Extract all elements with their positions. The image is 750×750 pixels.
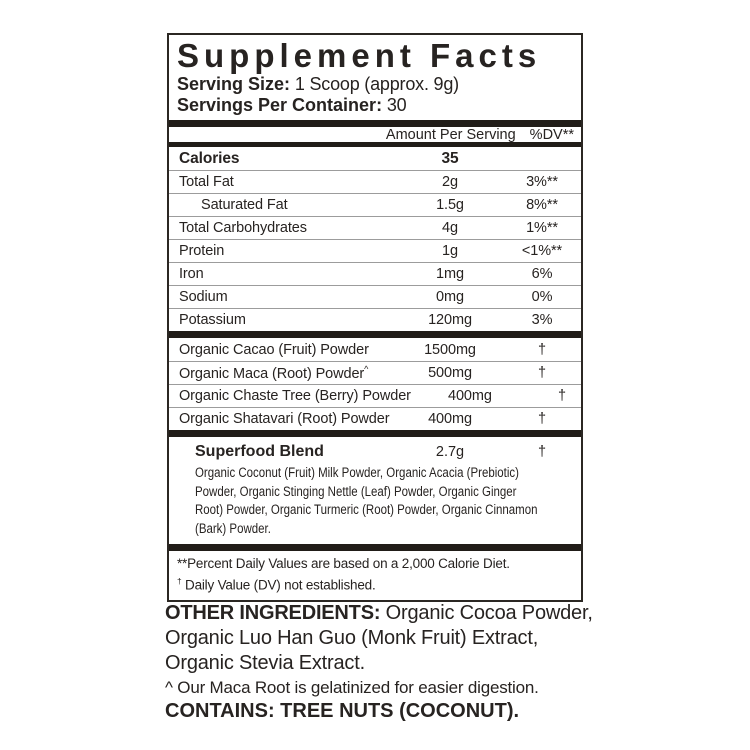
superfood-blend-description: Organic Coconut (Fruit) Milk Powder, Organic Acacia (Prebiotic) Powder, Organic Stinging Nettle (Leaf) Powder, Organic Ginger Root) Powder, Organic Turmeric (Root) Powder, Organic Cinnamon (Bark) Powder. [195,465,538,536]
other-ingredients-line2: Organic Luo Han Guo (Monk Fruit) Extract, [165,627,539,649]
servings-per-container-line [177,95,573,116]
botanical-row-chaste-tree: Organic Chaste Tree (Berry) Powder 400mg † [169,384,581,407]
nutrient-row-iron: Iron 1mg 6% [169,262,581,285]
footnote-daily-values: **Percent Daily Values are based on a 2,000 Calorie Diet. [177,556,510,571]
servings-per-container-label: Servings Per Container: [177,95,383,115]
column-header-amount: Amount Per Serving [385,126,516,143]
serving-size-value: 1 Scoop (approx. 9g) [294,74,459,94]
superfood-blend-section [169,437,581,544]
superfood-blend-amount: 2.7g [435,444,465,460]
botanical-row-maca: Organic Maca (Root) Powder^ 500mg † [169,361,581,384]
footnote-dagger: † Daily Value (DV) not established. [177,575,376,592]
botanical-row-shatavari: Organic Shatavari (Root) Powder 400mg † [169,407,581,430]
section-divider-bar [169,430,581,437]
superfood-blend-dv: † [537,444,547,460]
section-divider-bar [169,544,581,551]
nutrient-rows [169,147,581,331]
section-divider-bar [169,120,581,127]
other-ingredients-label: OTHER INGREDIENTS: [165,602,381,624]
other-ingredients-line1: OTHER INGREDIENTS: Organic Cocoa Powder, [165,602,593,624]
allergen-contains-statement: CONTAINS: TREE NUTS (COCONUT). [165,700,520,722]
footnotes [169,551,581,600]
nutrient-row-potassium: Potassium 120mg 3% [169,308,581,331]
maca-footnote-caret: ^ [364,364,369,375]
below-label-text [165,601,605,724]
botanical-row-cacao: Organic Cacao (Fruit) Powder 1500mg † [179,341,546,358]
other-ingredients-line3: Organic Stevia Extract. [165,652,365,674]
nutrient-row-protein: Protein 1g <1%** [169,239,581,262]
nutrient-row-total-fat: Total Fat 2g 3%** [169,170,581,193]
panel-title: Supplement Facts [177,37,542,74]
botanical-rows [169,338,581,430]
section-divider-bar [169,331,581,338]
serving-size-label: Serving Size: [177,74,291,94]
superfood-blend-name: Superfood Blend [195,443,324,460]
serving-size-line [177,74,573,95]
panel-header [169,35,581,120]
supplement-facts-panel [167,33,583,602]
nutrient-row-calories: Calories 35 [179,149,459,167]
column-header-dv: %DV** [529,126,574,143]
nutrient-row-total-carbohydrates: Total Carbohydrates 4g 1%** [169,216,581,239]
servings-per-container-value: 30 [386,95,407,115]
superfood-blend-row [169,441,581,461]
nutrient-row-sodium: Sodium 0mg 0% [169,285,581,308]
column-header-row [169,127,581,147]
maca-gelatinized-note: ^ Our Maca Root is gelatinized for easier digestion. [165,678,539,697]
nutrient-row-saturated-fat: Saturated Fat 1.5g 8%** [169,193,581,216]
